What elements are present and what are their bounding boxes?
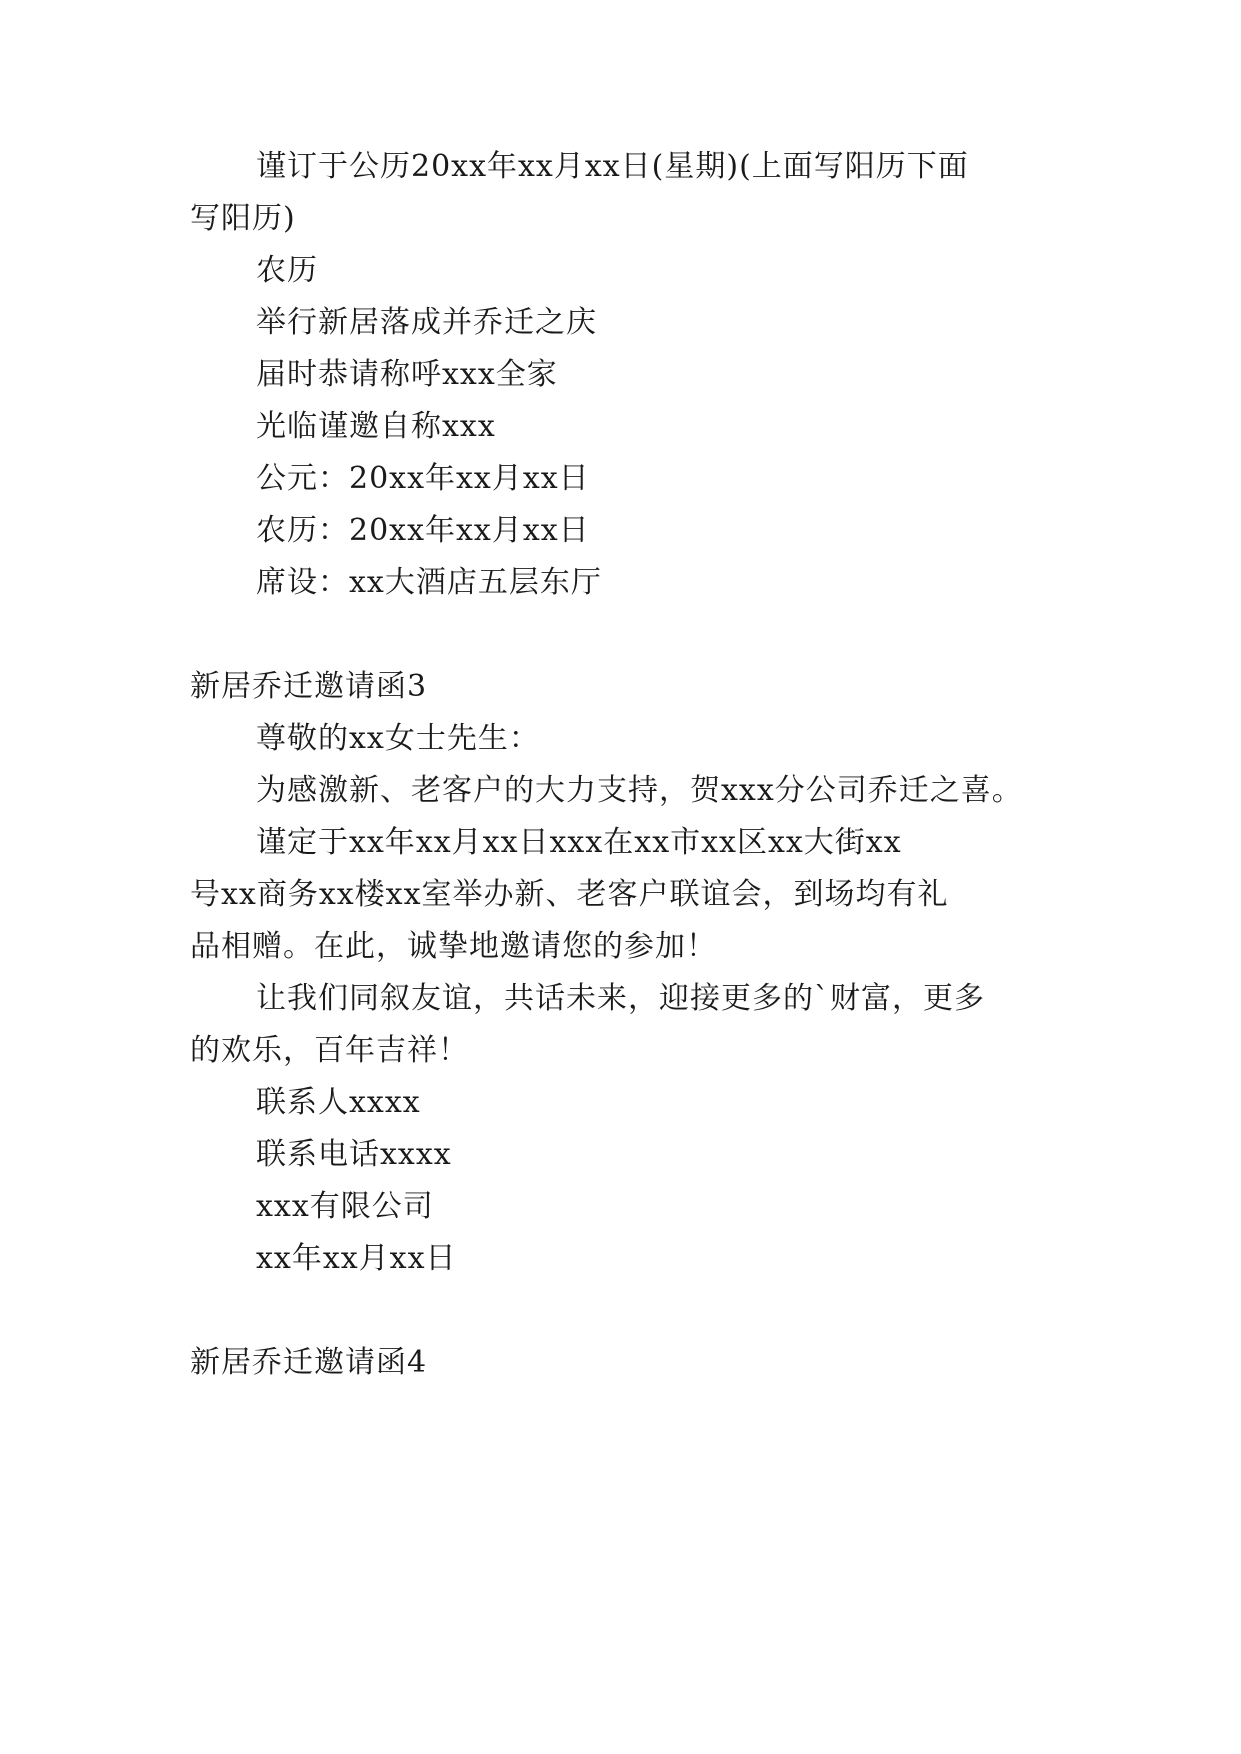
lunar-label: 农历	[256, 253, 318, 288]
lunar-date-line: 农历：20xx年xx月xx日	[256, 513, 590, 548]
paragraph-event-line-1: 谨定于xx年xx月xx日xxx在xx市xx区xx大街xx	[256, 825, 902, 860]
paragraph-wishes-line-2: 的欢乐，百年吉祥！	[190, 1033, 469, 1068]
salutation: 尊敬的xx女士先生：	[256, 721, 540, 756]
paragraph-date-line-1: 谨订于公历20xx年xx月xx日(星期)(上面写阳历下面	[256, 149, 969, 184]
invite-family-line: 届时恭请称呼xxx全家	[256, 357, 558, 392]
paragraph-thanks: 为感激新、老客户的大力支持，贺xxx分公司乔迁之喜。	[256, 773, 1023, 808]
venue-line: 席设：xx大酒店五层东厅	[256, 565, 602, 600]
section-heading-3: 新居乔迁邀请函3	[190, 669, 428, 704]
paragraph-date-line-2: 写阳历)	[190, 201, 296, 236]
paragraph-event-line-2: 号xx商务xx楼xx室举办新、老客户联谊会，到场均有礼	[190, 877, 949, 912]
ceremony-line: 举行新居落成并乔迁之庆	[256, 305, 597, 340]
paragraph-wishes-line-1: 让我们同叙友谊，共话未来，迎接更多的`财富，更多	[256, 981, 985, 1016]
contact-person: 联系人xxxx	[256, 1085, 421, 1120]
gregorian-date-line: 公元：20xx年xx月xx日	[256, 461, 590, 496]
signature-line: 光临谨邀自称xxx	[256, 409, 496, 444]
company-name: xxx有限公司	[256, 1189, 434, 1224]
letter-date: xx年xx月xx日	[256, 1241, 457, 1276]
section-heading-4: 新居乔迁邀请函4	[190, 1345, 428, 1380]
paragraph-event-line-3: 品相赠。在此，诚挚地邀请您的参加！	[190, 929, 717, 964]
contact-phone: 联系电话xxxx	[256, 1137, 452, 1172]
